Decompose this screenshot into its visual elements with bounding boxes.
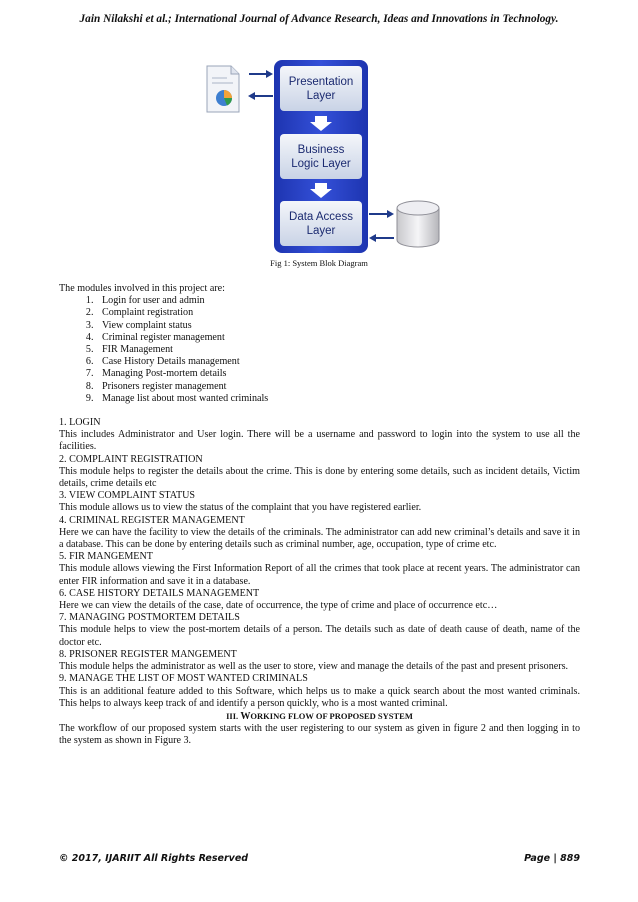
layer-box-business (280, 134, 362, 179)
system-block-diagram (197, 58, 457, 263)
list-item: 7. Managing Post-mortem details (96, 368, 580, 380)
arrow-right-icon (249, 70, 273, 78)
section-text: This module helps the administrator as well as the user to store, view and manage the details of the past and present prisoners. (59, 661, 569, 673)
business-layer-line2: Logic Layer (291, 158, 351, 170)
list-item: 6. Case History Details management (96, 356, 580, 368)
section-heading-initial: W (240, 710, 251, 722)
section-text: The workflow of our proposed system starts with the user registering to our system as given in figure 2 and then logging in to the system as shown in Figure 3. (59, 723, 580, 747)
arrow-left-icon (369, 234, 394, 242)
section-title: 2. COMPLAINT REGISTRATION (59, 453, 203, 465)
list-item: 2. Complaint registration (96, 307, 580, 319)
layer-box-data-access (280, 201, 362, 246)
section-heading (59, 710, 580, 723)
section-text: Here we can view the details of the case, date of occurrence, the type of crime and place of occurrence etc… (59, 600, 498, 612)
list-item: 1. Login for user and admin (96, 295, 580, 307)
section-heading-rest: ORKING FLOW OF PROPOSED SYSTEM (250, 710, 413, 721)
section-title: 7. MANAGING POSTMORTEM DETAILS (59, 612, 240, 624)
business-layer-line1: Business (297, 144, 345, 156)
modules-list (59, 295, 580, 405)
page-number: Page | 889 (524, 853, 580, 864)
section-text: This module allows us to view the status of the complaint that you have registered earlier. (59, 502, 422, 514)
section-text: This module helps to register the details about the crime. This is done by entering some details, such as incident details, Victim details, crime details etc (59, 465, 580, 490)
list-item: 5. FIR Management (96, 344, 580, 356)
document-icon (207, 66, 239, 112)
copyright-footer: © 2017, IJARIIT All Rights Reserved (59, 853, 249, 864)
section-title: 4. CRIMINAL REGISTER MANAGEMENT (59, 514, 245, 526)
section-title: 6. CASE HISTORY DETAILS MANAGEMENT (59, 587, 260, 599)
layer-box-presentation (280, 66, 362, 111)
data-access-layer-line2: Layer (306, 225, 336, 237)
figure-caption: Fig 1: System Blok Diagram (270, 258, 368, 268)
article-body (59, 283, 580, 748)
list-item: 9. Manage list about most wanted criminals (96, 393, 580, 405)
section-text: This is an additional feature added to this Software, which helps us to make a quick search about the most wanted criminals. This helps to always keep track of and identify a person quickly, who is a most wanted criminal. (59, 685, 580, 709)
section-title: 3. VIEW COMPLAINT STATUS (59, 490, 196, 502)
data-access-layer-line1: Data Access (289, 211, 353, 223)
section-title: 1. LOGIN (59, 417, 101, 429)
list-item: 3. View complaint status (96, 320, 580, 332)
running-header: Jain Nilakshi et al.; International Journal of Advance Research, Ideas and Innovations in Technology. (79, 13, 559, 25)
section-title: 8. PRISONER REGISTER MANGEMENT (59, 648, 237, 660)
section-text: This module allows viewing the First Information Report of all the crimes that took place at recent years. The administrator can enter FIR information and save it in a database. (59, 563, 580, 587)
section-title: 5. FIR MANGEMENT (59, 551, 153, 563)
list-item: 8. Prisoners register management (96, 381, 580, 393)
section-title: 9. MANAGE THE LIST OF MOST WANTED CRIMINALS (59, 673, 308, 685)
section-text: Here we can have the facility to view the details of the criminals. The administrator can add new criminal’s details and save it in a database. This can be done by entering details such as criminal number, age, occupation, type of crime etc. (59, 526, 580, 551)
database-icon (397, 201, 439, 247)
list-item: 4. Criminal register management (96, 332, 580, 344)
section-number: III. (226, 710, 239, 721)
section-text: This module helps to view the post-mortem details of a person. The details such as date of death cause of death, name of the doctor etc. (59, 624, 580, 648)
modules-intro: The modules involved in this project are: (59, 283, 225, 294)
presentation-layer-line1: Presentation (288, 76, 354, 88)
presentation-layer-line2: Layer (306, 90, 336, 102)
section-text: This includes Administrator and User login. There will be a username and password to login into the system to use all the facilities. (59, 429, 580, 453)
arrow-left-icon (248, 92, 273, 100)
arrow-right-icon (369, 210, 394, 218)
